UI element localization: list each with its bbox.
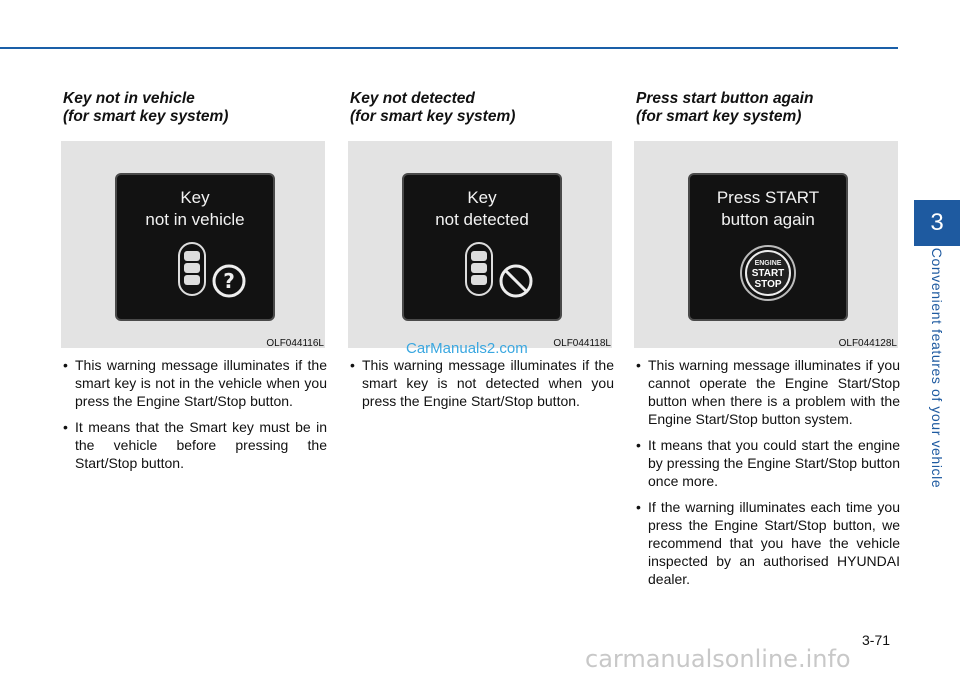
figure-code: OLF044128L [838, 338, 897, 349]
chapter-title: Convenient features of your vehicle [929, 247, 945, 489]
display-message [117, 187, 273, 231]
display-line: not detected [435, 210, 529, 229]
figure-code: OLF044118L [553, 338, 611, 349]
cluster-display [402, 173, 562, 321]
list-item: • This warning message illuminates if the smart key is not in the vehicle when you press the Engine Start/Stop button. [61, 356, 327, 410]
heading-line: (for smart key system) [63, 108, 229, 125]
smart-key-icon [460, 241, 540, 301]
list-item: • It means that you could start the engine by pressing the Engine Start/Stop button once more. [634, 436, 900, 490]
button-text-engine: ENGINE [754, 260, 782, 267]
heading-line: (for smart key system) [636, 108, 802, 125]
cluster-figure [634, 141, 898, 348]
figure-code: OLF044116L [266, 338, 324, 349]
button-text-stop: STOP [754, 279, 782, 290]
page-number: 3-71 [862, 632, 891, 648]
display-message [690, 187, 846, 231]
heading-line: Key not in vehicle [63, 90, 195, 107]
bullet-list [61, 356, 327, 472]
list-item: • If the warning illuminates each time you press the Engine Start/Stop button, we recommend that you have the vehicle inspected by an authorised HYUNDAI dealer. [634, 498, 900, 588]
cluster-display [688, 173, 848, 321]
watermark: CarManuals2.com [406, 340, 528, 357]
chapter-number: 3 [930, 209, 944, 236]
section-heading [63, 90, 327, 126]
section-heading [350, 90, 614, 126]
display-line: button again [721, 210, 815, 229]
display-line: Key [180, 188, 210, 207]
top-rule [0, 47, 898, 49]
chapter-tab [914, 200, 960, 246]
heading-line: (for smart key system) [350, 108, 516, 125]
bullet-list [634, 356, 900, 588]
heading-line: Key not detected [350, 90, 475, 107]
engine-start-stop-button-icon [738, 243, 798, 303]
button-text-start: START [751, 268, 785, 279]
heading-line: Press start button again [636, 90, 814, 107]
footer-watermark: carmanualsonline.info [585, 645, 851, 673]
display-line: Key [467, 188, 497, 207]
question-circle-icon: ? [223, 269, 235, 293]
list-item: • It means that the Smart key must be in the vehicle before pressing the Start/Stop button. [61, 418, 327, 472]
section-heading [636, 90, 900, 126]
display-line: Press START [716, 188, 820, 207]
section-key-not-in-vehicle [61, 90, 327, 480]
display-message [404, 187, 560, 231]
section-key-not-detected [348, 90, 614, 418]
cluster-figure [348, 141, 612, 348]
smart-key-icon [173, 241, 253, 301]
cluster-display [115, 173, 275, 321]
list-item: • This warning message illuminates if you cannot operate the Engine Start/Stop button when there is a problem with the Engine Start/Stop button system. [634, 356, 900, 428]
prohibited-circle-icon [501, 266, 531, 296]
display-line: not in vehicle [145, 210, 245, 229]
list-item: • This warning message illuminates if the smart key is not detected when you press the Engine Start/Stop button. [348, 356, 614, 410]
section-press-start-again [634, 90, 900, 596]
cluster-figure [61, 141, 325, 348]
bullet-list [348, 356, 614, 410]
